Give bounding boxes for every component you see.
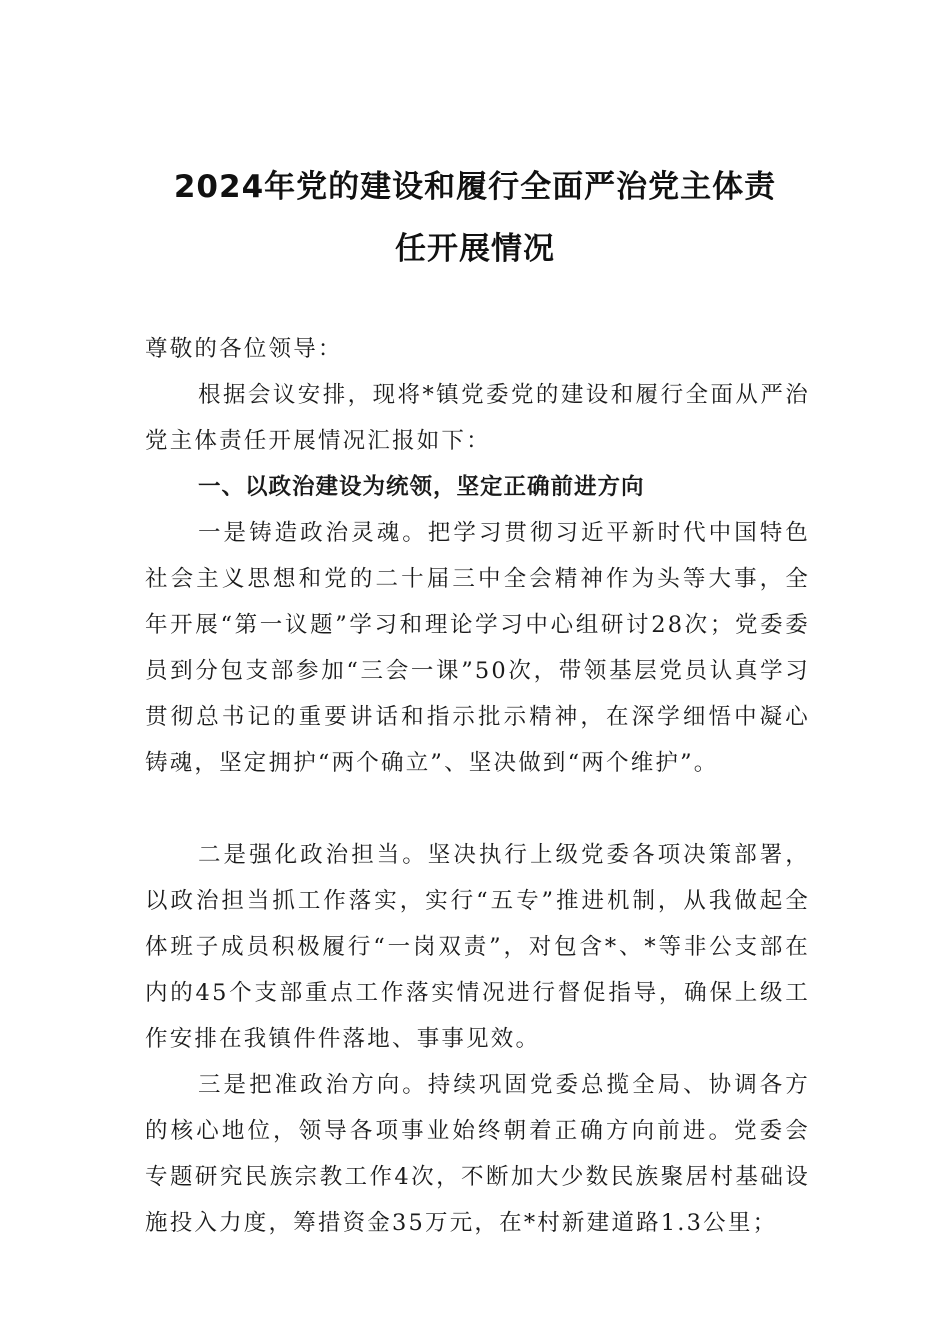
salutation: 尊敬的各位领导： <box>145 336 343 362</box>
section-heading-1: 一、以政治建设为统领，坚定正确前进方向 <box>198 474 645 500</box>
document-title-line-1: 2024年党的建设和履行全面严治党主体责 <box>173 169 777 205</box>
document-title-line-2: 任开展情况 <box>395 231 555 267</box>
paragraph-1: 一是铸造政治灵魂。把学习贯彻习近平新时代中国特色社会主义思想和党的二十届三中全会精神作为头等大事，全年开展“第一议题”学习和理论学习中心组研讨28次；党委委员到分包支部参加“三会一课”50次，带领基层党员认真学习贯彻总书记的重要讲话和指示批示精神，在深学细悟中凝心铸魂，坚定拥护“两个确立”、坚决做到“两个维护”。 <box>145 520 810 776</box>
intro-paragraph: 根据会议安排，现将*镇党委党的建设和履行全面从严治党主体责任开展情况汇报如下： <box>145 382 810 454</box>
paragraph-2: 二是强化政治担当。坚决执行上级党委各项决策部署，以政治担当抓工作落实，实行“五专”推进机制，从我做起全体班子成员积极履行“一岗双责”，对包含*、*等非公支部在内的45个支部重点工作落实情况进行督促指导，确保上级工作安排在我镇件件落地、事事见效。 <box>145 842 810 1052</box>
paragraph-3: 三是把准政治方向。持续巩固党委总揽全局、协调各方的核心地位，领导各项事业始终朝着正确方向前进。党委会专题研究民族宗教工作4次，不断加大少数民族聚居村基础设施投入力度，筹措资金35万元，在*村新建道路1.3公里； <box>145 1072 810 1236</box>
